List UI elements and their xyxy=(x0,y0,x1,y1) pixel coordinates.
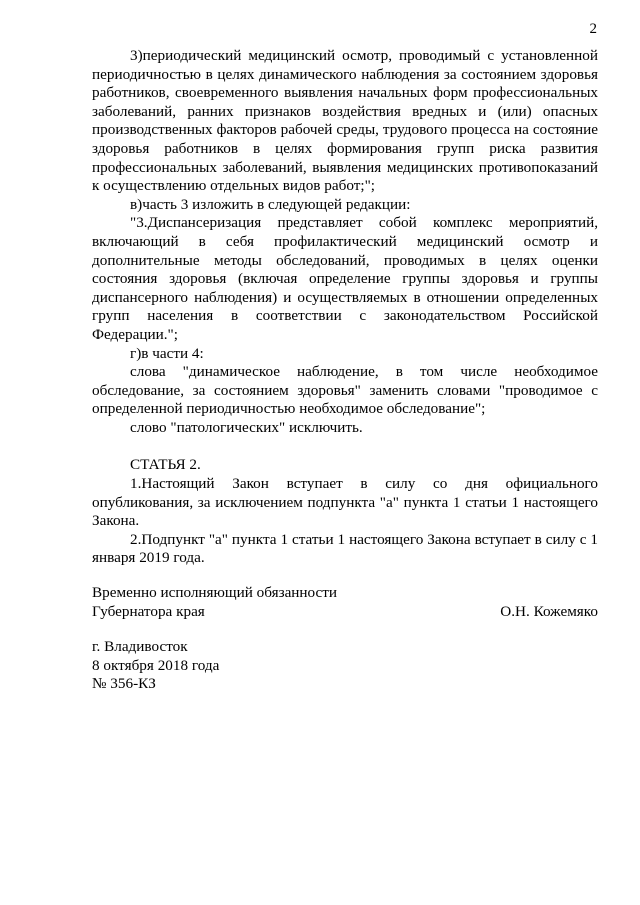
paragraph-part4-intro: г)в части 4: xyxy=(130,344,204,362)
spacer xyxy=(92,437,598,456)
place-date-block xyxy=(92,638,219,694)
signature-title-line1: Временно исполняющий обязанности xyxy=(92,584,338,601)
paragraph-part3-intro: в)часть 3 изложить в следующей редакции: xyxy=(130,195,411,213)
paragraph-periodic-exam: 3)периодический медицинский осмотр, проводимый с установленной периодичностью в целях динамического наблюдения за состоянием здоровья работников, своевременного выявления начальных форм профессиональных заболеваний, ранних признаков воздействия вредных и (или) опасных производственных факторов рабочей среды, трудового процесса на состояние здоровья работников в целях формирования групп риска развития профессиональных заболеваний, выявления медицинских противопоказаний к осуществлению отдельных видов работ;"; xyxy=(92,47,598,195)
article2-clause1: 1.Настоящий Закон вступает в силу со дня официального опубликования, за исключением подпункта "а" пункта 1 статьи 1 настоящего Закона. xyxy=(92,475,598,530)
signature-row xyxy=(92,603,598,622)
signatory-name: О.Н. Кожемяко xyxy=(500,602,598,620)
signature-block xyxy=(92,584,598,621)
paragraph-exclude-word: слово "патологических" исключить. xyxy=(130,418,363,436)
page-number: 2 xyxy=(589,21,597,37)
paragraph-replace-words: слова "динамическое наблюдение, в том числе необходимое обследование, за состоянием здоровья" заменить словами "проводимое с определенной периодичностью необходимое обследование"; xyxy=(92,363,598,418)
city: г. Владивосток xyxy=(92,638,188,655)
article2-clause2: 2.Подпункт "а" пункта 1 статьи 1 настоящего Закона вступает в силу с 1 января 2019 года. xyxy=(92,530,598,567)
signature-title-line2: Губернатора края xyxy=(92,602,205,620)
law-number: № 356-КЗ xyxy=(92,675,156,693)
document-body xyxy=(92,47,598,568)
date: 8 октября 2018 года xyxy=(92,656,220,674)
article-heading: СТАТЬЯ 2. xyxy=(130,456,201,474)
paragraph-dispanserization: "3.Диспансеризация представляет собой комплекс мероприятий, включающий в себя профилактический медицинский осмотр и дополнительные методы обследований, проводимых в целях оценки состояния здоровья (включая определение группы здоровья и группы диспансерного наблюдения) и осуществляемых в отношении определенных групп населения в соответствии с законодательством Российской Федерации."; xyxy=(92,214,598,343)
